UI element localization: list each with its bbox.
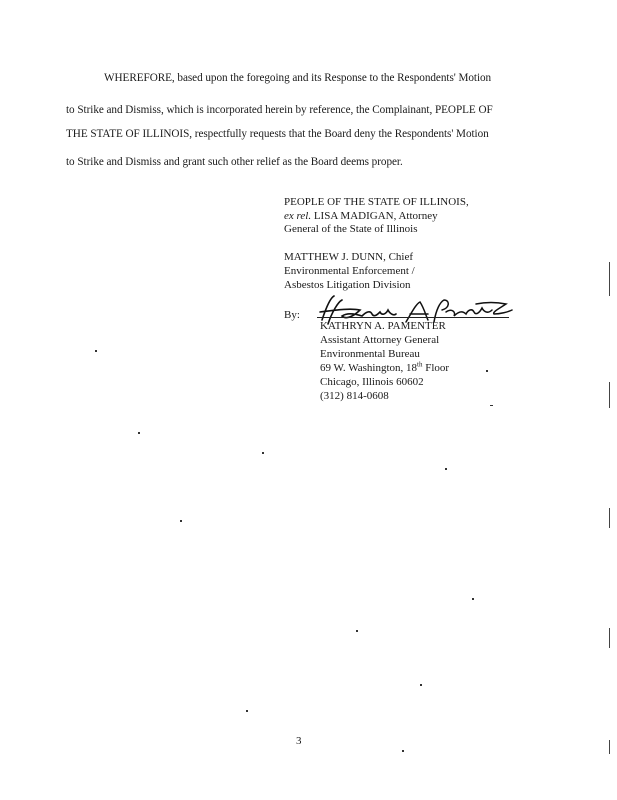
street-address-floor: Floor [422, 362, 450, 374]
attorney-name: LISA MADIGAN, Attorney [313, 210, 438, 222]
page-number: 3 [296, 735, 302, 747]
scan-speck [490, 405, 493, 406]
scan-speck [95, 350, 97, 352]
ex-rel-label: ex rel. [284, 210, 312, 222]
scan-edge-mark [609, 508, 610, 528]
bureau-name: Environmental Bureau [320, 348, 420, 360]
signer-title: Assistant Attorney General [320, 334, 440, 346]
scan-speck [472, 598, 474, 600]
scan-speck [420, 684, 422, 686]
chief-name: MATTHEW J. DUNN, Chief [284, 251, 414, 263]
scan-speck [180, 520, 182, 522]
paragraph-line-3: THE STATE OF ILLINOIS, respectfully requests that the Board deny the Respondents' Motion [66, 128, 489, 140]
phone-number: (312) 814-0608 [320, 390, 389, 402]
scan-edge-mark [609, 262, 610, 296]
division-line-1: Environmental Enforcement / [284, 265, 415, 277]
division-line-2: Asbestos Litigation Division [284, 279, 411, 291]
street-address [320, 362, 449, 374]
scan-speck [356, 630, 358, 632]
paragraph-line-4: to Strike and Dismiss and grant such other relief as the Board deems proper. [66, 156, 403, 168]
street-address-main: 69 W. Washington, 18 [320, 362, 418, 374]
party-name: PEOPLE OF THE STATE OF ILLINOIS, [284, 196, 469, 208]
scan-edge-mark [609, 740, 610, 754]
attorney-title: General of the State of Illinois [284, 223, 418, 235]
scan-speck [138, 432, 140, 434]
scan-speck [262, 452, 264, 454]
city-state-zip: Chicago, Illinois 60602 [320, 376, 424, 388]
signer-name: KATHRYN A. PAMENTER [320, 320, 446, 332]
scan-speck [445, 468, 447, 470]
paragraph-line-2: to Strike and Dismiss, which is incorporated herein by reference, the Complainant, PEOPLE OF [66, 104, 493, 116]
signature-line [317, 317, 509, 318]
street-address-ordinal: th [417, 360, 423, 369]
scan-speck [246, 710, 248, 712]
scan-edge-mark [609, 382, 610, 408]
paragraph-line-1: WHEREFORE, based upon the foregoing and its Response to the Respondents' Motion [104, 72, 492, 84]
scan-edge-mark [609, 628, 610, 648]
attorney-line [284, 210, 438, 222]
scan-speck [402, 750, 404, 752]
scan-speck [486, 370, 488, 372]
by-label: By: [284, 309, 300, 321]
